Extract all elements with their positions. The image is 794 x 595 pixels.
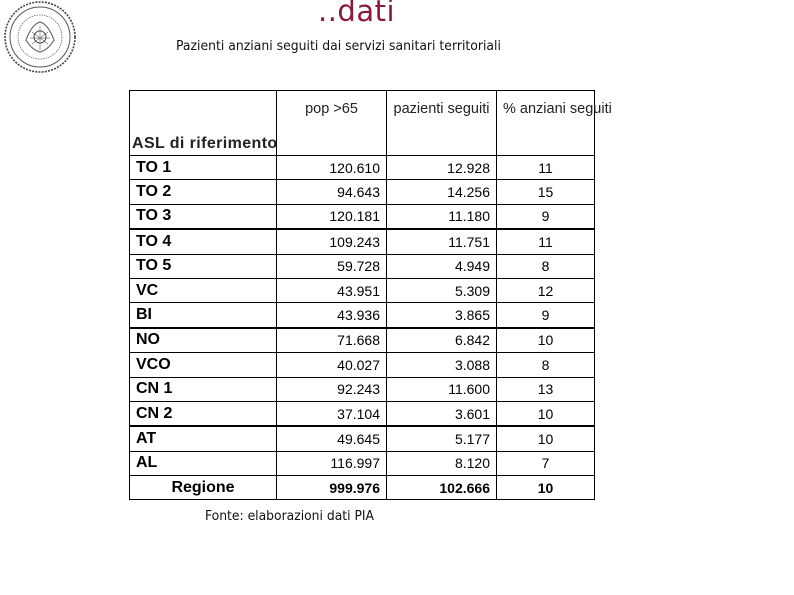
table-row (130, 353, 595, 377)
table-cell: 3.088 (387, 353, 497, 377)
table-cell: 13 (497, 377, 595, 401)
table-row (130, 180, 595, 204)
table-cell: 10 (497, 476, 595, 500)
table-cell: TO 5 (130, 254, 277, 278)
table-cell: 71.668 (277, 328, 387, 353)
table-cell: 8 (497, 353, 595, 377)
page-title: ..dati (318, 0, 396, 28)
table-cell: 9 (497, 204, 595, 229)
university-seal-icon (2, 0, 78, 74)
table-cell: 12.928 (387, 156, 497, 180)
table-cell: 3.601 (387, 401, 497, 426)
table-cell: 5.177 (387, 426, 497, 451)
table-header-row (130, 91, 595, 156)
column-header: ASL di riferimento (130, 91, 277, 156)
table-cell: 15 (497, 180, 595, 204)
table-cell: VCO (130, 353, 277, 377)
page-subtitle: Pazienti anziani seguiti dai servizi sanitari territoriali (176, 38, 501, 54)
table-cell: 11.180 (387, 204, 497, 229)
source-note: Fonte: elaborazioni dati PIA (205, 509, 375, 524)
table-cell: 12 (497, 278, 595, 302)
table-row (130, 278, 595, 302)
table-cell: AT (130, 426, 277, 451)
table-cell: TO 2 (130, 180, 277, 204)
data-table (129, 90, 612, 500)
table-cell: 49.645 (277, 426, 387, 451)
table-row (130, 204, 595, 229)
table-cell: TO 4 (130, 229, 277, 254)
table-cell: 9 (497, 303, 595, 328)
table-cell: 40.027 (277, 353, 387, 377)
table-cell: TO 3 (130, 204, 277, 229)
table-cell: 5.309 (387, 278, 497, 302)
table-cell: 10 (497, 401, 595, 426)
table-cell: 59.728 (277, 254, 387, 278)
table-cell: TO 1 (130, 156, 277, 180)
table-row (130, 229, 595, 254)
table-cell: 3.865 (387, 303, 497, 328)
table-cell: Regione (130, 476, 277, 500)
table-row (130, 377, 595, 401)
table-cell: 8 (497, 254, 595, 278)
table-cell: 11.751 (387, 229, 497, 254)
table-total-row (130, 476, 595, 500)
table-cell: 11.600 (387, 377, 497, 401)
table-cell: 6.842 (387, 328, 497, 353)
column-header: pazienti seguiti (387, 91, 497, 156)
table-cell: 14.256 (387, 180, 497, 204)
table-cell: 11 (497, 229, 595, 254)
table-cell: 999.976 (277, 476, 387, 500)
table-cell: 37.104 (277, 401, 387, 426)
table-cell: 120.181 (277, 204, 387, 229)
table-cell: 7 (497, 451, 595, 475)
table-row (130, 401, 595, 426)
table-row (130, 328, 595, 353)
table-cell: 11 (497, 156, 595, 180)
table-cell: 102.666 (387, 476, 497, 500)
column-header: pop >65 (277, 91, 387, 156)
table-cell: 120.610 (277, 156, 387, 180)
table-row (130, 254, 595, 278)
column-header: % anziani seguiti (497, 91, 595, 156)
table-row (130, 156, 595, 180)
table-cell: 10 (497, 426, 595, 451)
table-cell: AL (130, 451, 277, 475)
table-cell: 116.997 (277, 451, 387, 475)
table-cell: NO (130, 328, 277, 353)
table-cell: 43.936 (277, 303, 387, 328)
table-cell: 92.243 (277, 377, 387, 401)
table-row (130, 426, 595, 451)
table-cell: 4.949 (387, 254, 497, 278)
table-cell: CN 2 (130, 401, 277, 426)
table-row (130, 451, 595, 475)
table-row (130, 303, 595, 328)
table-cell: 109.243 (277, 229, 387, 254)
table-cell: VC (130, 278, 277, 302)
table-cell: 8.120 (387, 451, 497, 475)
table-cell: 94.643 (277, 180, 387, 204)
table-cell: CN 1 (130, 377, 277, 401)
table-cell: BI (130, 303, 277, 328)
table-cell: 10 (497, 328, 595, 353)
table-cell: 43.951 (277, 278, 387, 302)
